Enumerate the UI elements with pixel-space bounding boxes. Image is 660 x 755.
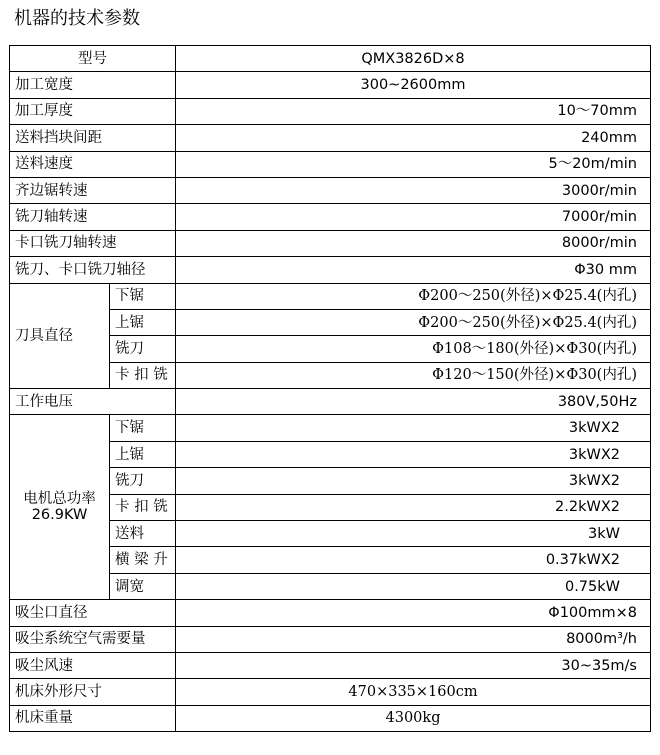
motor-power-sub-label: 下锯 (110, 415, 176, 441)
tool-diameter-value: Φ200～250(外径)×Φ25.4(内孔) (176, 309, 651, 335)
shaft-diameter-value: Φ30 mm (176, 257, 651, 283)
tool-diameter-group-label: 刀具直径 (10, 283, 110, 389)
dust-port-value: Φ100mm×8 (176, 600, 651, 626)
shaft-diameter-label: 铣刀、卡口铣刀轴径 (10, 257, 176, 283)
cutter-shaft-speed-value: 7000r/min (176, 204, 651, 230)
dust-air-label: 吸尘系统空气需要量 (10, 626, 176, 652)
width-label: 加工宽度 (10, 72, 176, 98)
thickness-label: 加工厚度 (10, 98, 176, 124)
spec-table (9, 45, 651, 732)
motor-power-value: 3kW (176, 521, 651, 547)
table-row (10, 151, 651, 177)
motor-power-group (10, 415, 110, 600)
motor-power-label: 电机总功率 (23, 491, 96, 508)
table-row (10, 600, 651, 626)
tool-diameter-value: Φ120～150(外径)×Φ30(内孔) (176, 362, 651, 388)
clamp-cutter-speed-label: 卡口铣刀轴转速 (10, 230, 176, 256)
table-row (10, 257, 651, 283)
table-row (10, 125, 651, 151)
motor-power-sub-label: 上锯 (110, 441, 176, 467)
table-row (10, 626, 651, 652)
weight-label: 机床重量 (10, 705, 176, 731)
motor-power-value: 2.2kWX2 (176, 494, 651, 520)
motor-power-value: 3kWX2 (176, 468, 651, 494)
motor-power-total: 26.9KW (31, 507, 88, 524)
table-row (10, 705, 651, 731)
dimensions-label: 机床外形尺寸 (10, 679, 176, 705)
dust-air-value: 8000m³/h (176, 626, 651, 652)
table-row (10, 72, 651, 98)
voltage-label: 工作电压 (10, 389, 176, 415)
stop-spacing-label: 送料挡块间距 (10, 125, 176, 151)
thickness-value: 10～70mm (176, 98, 651, 124)
motor-power-sub-label: 铣刀 (110, 468, 176, 494)
table-row (10, 204, 651, 230)
table-row (10, 389, 651, 415)
page-title: 机器的技术参数 (14, 8, 140, 29)
model-value: QMX3826D×8 (176, 46, 651, 72)
motor-power-value: 3kWX2 (176, 415, 651, 441)
motor-power-sub-label: 调宽 (110, 573, 176, 599)
stop-spacing-value: 240mm (176, 125, 651, 151)
motor-power-sub-label: 横 梁 升 (110, 547, 176, 573)
edge-saw-speed-value: 3000r/min (176, 177, 651, 203)
clamp-cutter-speed-value: 8000r/min (176, 230, 651, 256)
table-row (10, 177, 651, 203)
dust-port-label: 吸尘口直径 (10, 600, 176, 626)
feed-speed-label: 送料速度 (10, 151, 176, 177)
motor-power-sub-label: 卡 扣 铣 (110, 494, 176, 520)
table-row (10, 652, 651, 678)
tool-diameter-sub-label: 下锯 (110, 283, 176, 309)
tool-diameter-value: Φ108～180(外径)×Φ30(内孔) (176, 336, 651, 362)
model-label: 型号 (10, 46, 176, 72)
motor-power-value: 0.75kW (176, 573, 651, 599)
weight-value: 4300kg (176, 705, 651, 731)
tool-diameter-sub-label: 上锯 (110, 309, 176, 335)
table-row (10, 46, 651, 72)
motor-power-value: 0.37kWX2 (176, 547, 651, 573)
table-row (10, 679, 651, 705)
tool-diameter-value: Φ200～250(外径)×Φ25.4(内孔) (176, 283, 651, 309)
table-row (10, 415, 651, 441)
table-row (10, 230, 651, 256)
dust-wind-value: 30~35m/s (176, 652, 651, 678)
width-value: 300~2600mm (176, 72, 651, 98)
motor-power-sub-label: 送料 (110, 521, 176, 547)
tool-diameter-sub-label: 卡 扣 铣 (110, 362, 176, 388)
table-row (10, 98, 651, 124)
dimensions-value: 470×335×160cm (176, 679, 651, 705)
tool-diameter-sub-label: 铣刀 (110, 336, 176, 362)
table-row (10, 283, 651, 309)
cutter-shaft-speed-label: 铣刀轴转速 (10, 204, 176, 230)
feed-speed-value: 5～20m/min (176, 151, 651, 177)
voltage-value: 380V,50Hz (176, 389, 651, 415)
dust-wind-label: 吸尘风速 (10, 652, 176, 678)
motor-power-value: 3kWX2 (176, 441, 651, 467)
edge-saw-speed-label: 齐边锯转速 (10, 177, 176, 203)
